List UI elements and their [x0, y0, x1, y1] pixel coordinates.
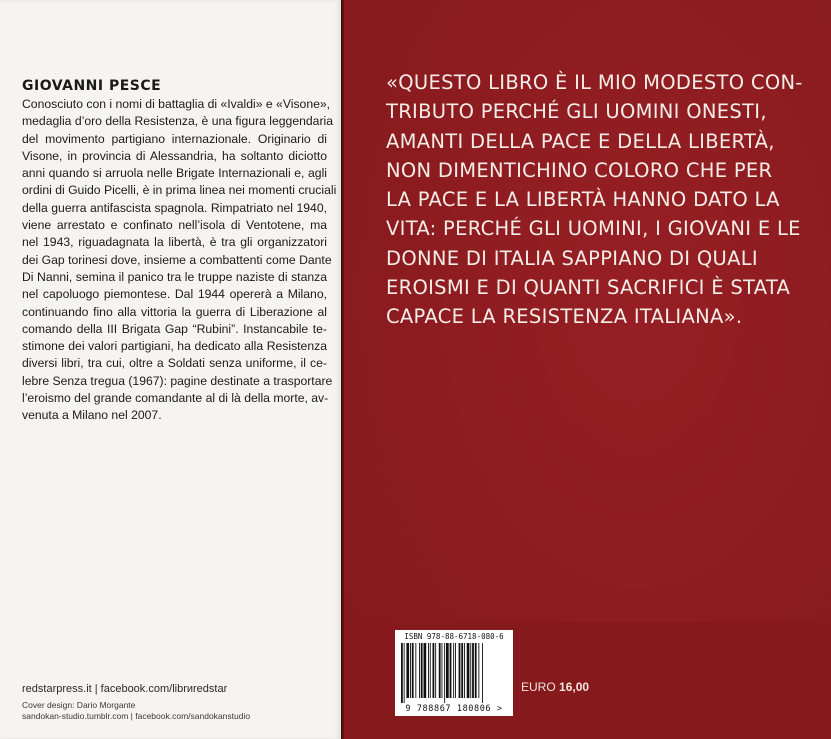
bio-line: Visone, in provincia di Alessandria, ha soltanto diciotto	[22, 148, 327, 163]
quote-line: TRIBUTO PERCHÉ GLI UOMINI ONESTI,	[386, 100, 767, 124]
author-biography	[22, 96, 337, 425]
studio-links: sandokan-studio.tumblr.com | facebook.com/sandokanstudio	[22, 710, 251, 721]
bio-line: medaglia d’oro della Resistenza, è una figura leggendaria	[22, 114, 333, 129]
price-value: 16,00	[559, 680, 590, 694]
quote-line: NON DIMENTICHINO COLORO CHE PER	[386, 158, 773, 182]
quote-line: VITA: PERCHÉ GLI UOMINI, I GIOVANI E LE	[386, 217, 801, 241]
barcode-graphic	[401, 643, 507, 703]
bio-line: della guerra antifascista spagnola. Rimpatriato nel 1940,	[22, 200, 327, 215]
author-name: GIOVANNI PESCE	[22, 78, 162, 94]
publisher-website: redstarpress.it | facebook.com/librиredstar	[22, 683, 228, 695]
bio-line: continuando fino alla vittoria la guerra di Liberazione al	[22, 304, 327, 319]
quote-line: EROISMI E DI QUANTI SACRIFICI È STATA	[386, 276, 791, 300]
bio-line: viene arrestato e confinato nell’isola di Ventotene, ma	[22, 218, 327, 233]
cover-designer: Cover design: Dario Morgante	[22, 700, 136, 710]
back-flap	[0, 0, 341, 739]
bio-line: del movimento partigiano internazionale. Originario di	[22, 131, 327, 146]
bio-line: stimone dei valori partigiani, ha dedicato alla Resistenza	[22, 339, 327, 354]
price-tag	[521, 680, 589, 694]
isbn-label: ISBN 978-88-6718-080-6	[404, 632, 504, 641]
barcode-bars	[401, 643, 507, 703]
bio-line: Conosciuto con i nomi di battaglia di «Ivaldi» e «Visone»,	[22, 97, 331, 111]
price-label: EURO	[521, 680, 556, 694]
bio-line: anni quando si arruola nelle Brigate Internazionali e, agli	[22, 166, 327, 181]
quote-line: CAPACE LA RESISTENZA ITALIANA».	[386, 305, 743, 329]
bio-line: Di Nanni, semina il panico tra le truppe naziste di stanza	[22, 269, 327, 284]
barcode-digits: 9 788867 180806 >	[405, 704, 503, 714]
bio-line: nel capoluogo piemontese. Dal 1944 opererà a Milano,	[22, 287, 327, 302]
bio-line: diversi libri, tra cui, oltre a Soldati senza uniforme, il ce-	[22, 356, 327, 371]
quote-line: «QUESTO LIBRO È IL MIO MODESTO CON-	[386, 71, 803, 94]
bio-line: lebre Senza tregua (1967): pagine destinate a trasportare	[22, 373, 333, 388]
bio-line: dei Gap torinesi dove, insieme a combattenti come Dante	[22, 252, 332, 267]
quote-line: AMANTI DELLA PACE E DELLA LIBERTÀ,	[386, 129, 775, 153]
cover-credits	[22, 700, 250, 721]
bio-line: venuta a Milano nel 2007.	[22, 408, 162, 423]
bio-line: comando della III Brigata Gap “Rubini”. Instancabile te-	[22, 321, 327, 336]
quote-line: DONNE DI ITALIA SAPPIANO DI QUALI	[386, 246, 758, 270]
isbn-barcode	[395, 630, 513, 716]
bio-line: nel 1943, riguadagnata la libertà, è tra gli organizzatori	[22, 235, 327, 250]
bio-line: ordini di Guido Picelli, è in prima linea nei momenti cruciali	[22, 183, 337, 198]
cover-quote	[386, 68, 816, 332]
quote-line: LA PACE E LA LIBERTÀ HANNO DATO LA	[386, 188, 780, 212]
bio-line: l’eroismo del grande comandante al di là della morte, av-	[22, 391, 329, 406]
